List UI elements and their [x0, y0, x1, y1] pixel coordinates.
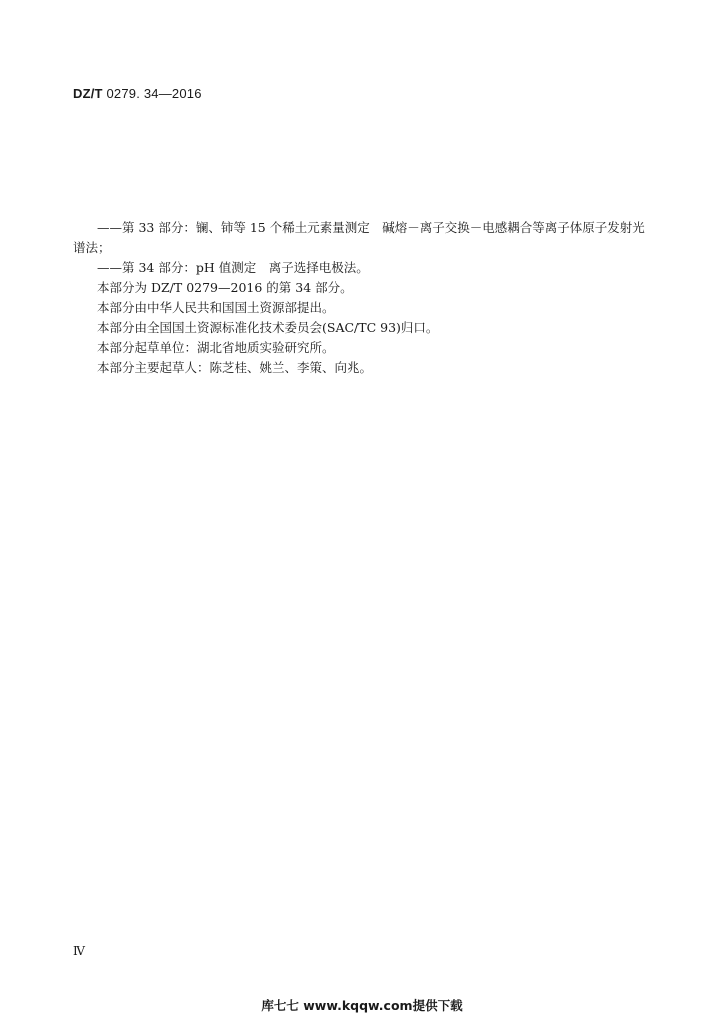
paragraph-part-33: ——第 33 部分：镧、铈等 15 个稀土元素量测定 碱熔－离子交换－电感耦合等离子体原子发射光谱法； [73, 220, 645, 255]
document-body [73, 218, 653, 378]
paragraph-drafters: 本部分主要起草人：陈芝桂、姚兰、李策、向兆。 [97, 360, 373, 375]
download-watermark: 库七七 www.kqqw.com提供下载 [261, 998, 463, 1013]
page-number: Ⅳ [73, 944, 85, 958]
standard-code-header [73, 86, 202, 101]
paragraph-proposed-by: 本部分由中华人民共和国国土资源部提出。 [97, 300, 335, 315]
paragraph-part-34: ——第 34 部分：pH 值测定 离子选择电极法。 [97, 260, 369, 275]
paragraph-part-statement: 本部分为 DZ/T 0279—2016 的第 34 部分。 [97, 280, 353, 295]
paragraph-drafting-unit: 本部分起草单位：湖北省地质实验研究所。 [97, 340, 335, 355]
paragraph-centralized-by: 本部分由全国国土资源标准化技术委员会(SAC/TC 93)归口。 [97, 320, 439, 335]
standard-code-number: 0279. 34—2016 [102, 86, 202, 101]
standard-code-prefix: DZ/T [73, 86, 103, 101]
